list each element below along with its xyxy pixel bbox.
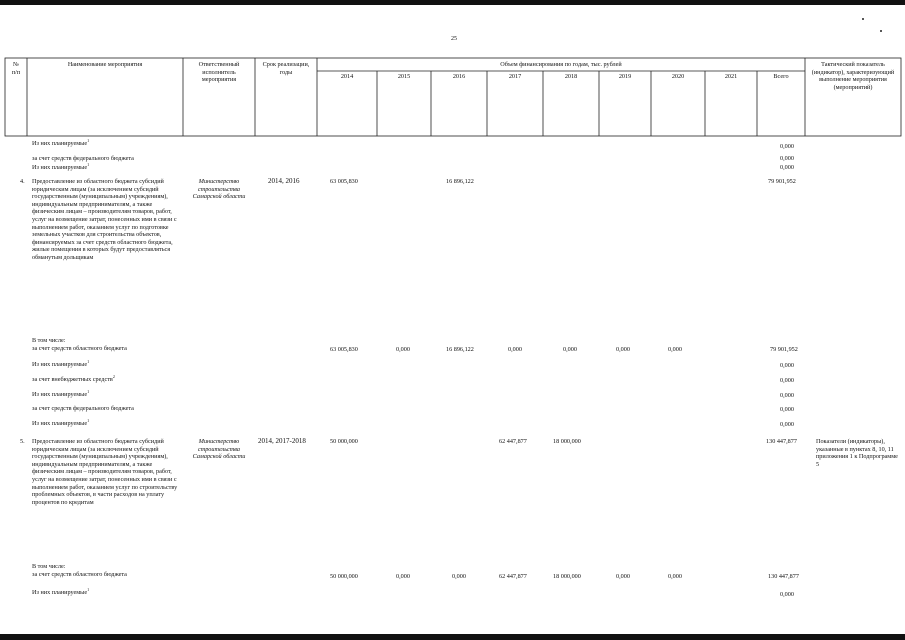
row-label: Из них планируемые$^1$ bbox=[32, 358, 90, 368]
header-year-2018: 2018 bbox=[564, 73, 578, 80]
item4-2014: 63 005,830 bbox=[330, 178, 358, 185]
row-label: за счет средств федерального бюджета bbox=[32, 155, 134, 162]
row-total: 0,000 bbox=[780, 406, 794, 413]
cell-2020: 0,000 bbox=[668, 573, 682, 580]
header-year-2016: 2016 bbox=[452, 73, 466, 80]
row-total: 0,000 bbox=[780, 377, 794, 384]
header-name: Наименование мероприятия bbox=[67, 61, 143, 68]
item4-executor: Министерство строительства Самарской области bbox=[192, 178, 246, 201]
item5-2018: 18 000,000 bbox=[553, 438, 581, 445]
cell-2015: 0,000 bbox=[396, 346, 410, 353]
row-total: 79 901,952 bbox=[770, 346, 798, 353]
header-funding-title: Объем финансирования по годам, тыс. рублей bbox=[500, 61, 622, 68]
item5-indicator: Показатели (индикаторы), указанные в пунктах 8, 10, 11 приложения 1 к Подпрограмме 5 bbox=[816, 438, 898, 468]
header-year-2015: 2015 bbox=[397, 73, 411, 80]
item4-num: 4. bbox=[20, 178, 25, 185]
header-executor: Ответственный исполнитель мероприятия bbox=[198, 61, 240, 84]
header-year-2019: 2019 bbox=[618, 73, 632, 80]
header-year-2021: 2021 bbox=[724, 73, 738, 80]
cell-2017: 62 447,877 bbox=[499, 573, 527, 580]
row-total: 130 447,877 bbox=[768, 573, 799, 580]
cell-2018: 0,000 bbox=[563, 346, 577, 353]
item4-in-that: В том числе: bbox=[32, 337, 66, 344]
cell-2014: 50 000,000 bbox=[330, 573, 358, 580]
row-total: 0,000 bbox=[780, 591, 794, 598]
item5-2014: 50 000,000 bbox=[330, 438, 358, 445]
cell-2019: 0,000 bbox=[616, 346, 630, 353]
cell-2015: 0,000 bbox=[396, 573, 410, 580]
cell-2019: 0,000 bbox=[616, 573, 630, 580]
row-label: за счет средств федерального бюджета bbox=[32, 405, 134, 412]
row-total: 0,000 bbox=[780, 362, 794, 369]
item4-total: 79 901,952 bbox=[768, 178, 796, 185]
item4-2016: 16 896,122 bbox=[446, 178, 474, 185]
item5-in-that: В том числе: bbox=[32, 563, 66, 570]
cell-2014: 63 005,830 bbox=[330, 346, 358, 353]
row-total: 0,000 bbox=[780, 155, 794, 162]
cell-2016: 0,000 bbox=[452, 573, 466, 580]
row-label: за счет средств областного бюджета bbox=[32, 571, 127, 578]
header-year-2017: 2017 bbox=[508, 73, 522, 80]
row-label: Из них планируемые$^1$ bbox=[32, 586, 90, 596]
row-total: 0,000 bbox=[780, 164, 794, 171]
header-indicator: Тактический показатель (индикатор), характеризующий выполнение мероприятия (мероприятий) bbox=[811, 61, 895, 91]
item5-name: Предоставление из областного бюджета субсидий юридическим лицам (за исключением субсидий государственным (муниципальным) учреждениям), индивидуальным предпринимателям, а также физическим лицам – производителям товаров, работ, услуг на возмещение затрат, понесенных ими в связи с выполнением работ, оказанием услуг по строительству проблемных объектов, в части расходов на уплату процентов по кредитам bbox=[32, 438, 178, 506]
item4-name: Предоставление из областного бюджета субсидий юридическим лицам (за исключением субсидий государственным (муниципальным) учреждениям), индивидуальным предпринимателям, а также физическим лицам – производителям товаров, работ, услуг на возмещение затрат, понесенных ими в связи с выполнением работ, оказанием услуг по подготовке земельных участков для строительства объектов, финансируемых за счет средств областного бюджета, жилые помещения в которых будут предоставляться обманутым дольщикам bbox=[32, 178, 177, 261]
row-label: за счет средств областного бюджета bbox=[32, 345, 127, 352]
row-label: за счет внебюджетных средств$^2$ bbox=[32, 373, 115, 383]
header-year-2014: 2014 bbox=[340, 73, 354, 80]
cell-2016: 16 896,122 bbox=[446, 346, 474, 353]
row-total: 0,000 bbox=[780, 143, 794, 150]
row-total: 0,000 bbox=[780, 421, 794, 428]
page-number: 25 bbox=[451, 36, 457, 42]
item5-executor: Министерство строительства Самарской области bbox=[192, 438, 246, 461]
cell-2018: 18 000,000 bbox=[553, 573, 581, 580]
item4-term: 2014, 2016 bbox=[268, 177, 300, 185]
header-total: Всего bbox=[773, 73, 789, 80]
header-term: Срок реализации, годы bbox=[262, 61, 310, 76]
item5-term: 2014, 2017-2018 bbox=[258, 437, 306, 445]
cell-2020: 0,000 bbox=[668, 346, 682, 353]
header-num: № п/п bbox=[11, 61, 21, 76]
row-label: Из них планируемые$^1$ bbox=[32, 161, 90, 171]
row-label: Из них планируемые$^1$ bbox=[32, 388, 90, 398]
item5-num: 5. bbox=[20, 438, 25, 445]
row-total: 0,000 bbox=[780, 392, 794, 399]
header-year-2020: 2020 bbox=[671, 73, 685, 80]
cell-2017: 0,000 bbox=[508, 346, 522, 353]
row-label: Из них планируемые$^1$ bbox=[32, 137, 90, 147]
row-label: Из них планируемые$^1$ bbox=[32, 417, 90, 427]
item5-total: 130 447,877 bbox=[766, 438, 797, 445]
item5-2017: 62 447,877 bbox=[499, 438, 527, 445]
